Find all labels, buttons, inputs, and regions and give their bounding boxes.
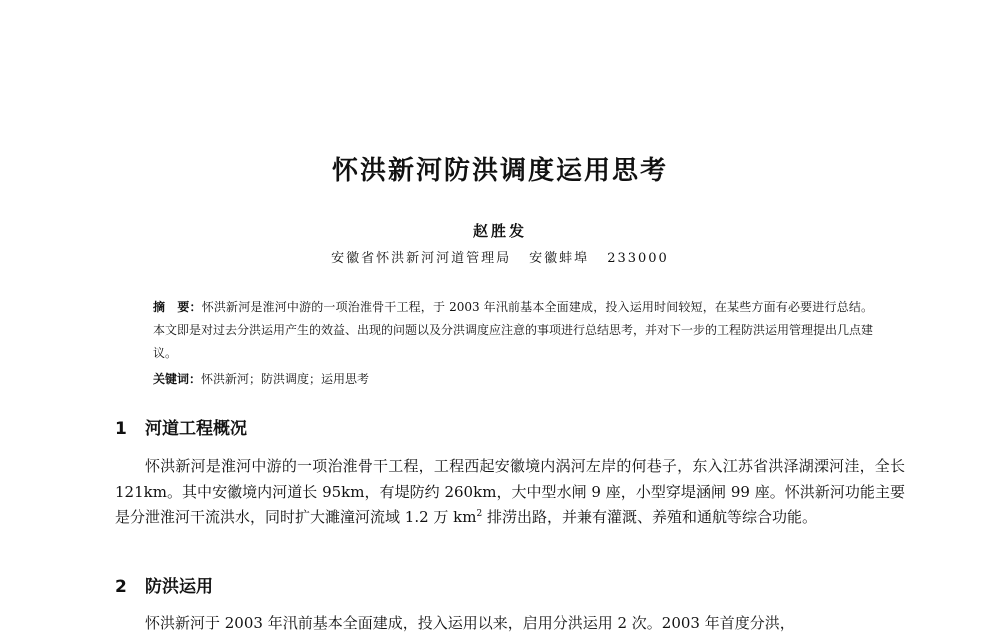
section-title: 河道工程概况 — [145, 419, 247, 439]
section-number: 2 — [115, 577, 127, 597]
affiliation-postcode: 233000 — [607, 251, 669, 266]
abstract — [153, 296, 873, 365]
paper-title: 怀洪新河防洪调度运用思考 — [331, 156, 668, 186]
abstract-label: 摘 要： — [153, 300, 202, 314]
section-paragraph — [115, 611, 905, 637]
paragraph-text: 怀洪新河于 2003 年汛前基本全面建成，投入运用以来，启用分洪运用 2 次。2003 年首度分洪， — [145, 614, 795, 632]
keywords-label: 关键词： — [153, 372, 202, 386]
affiliation-city: 安徽蚌埠 — [529, 251, 590, 266]
abstract-text: 怀洪新河是淮河中游的一项治淮骨干工程，于 2003 年汛前基本全面建成，投入运用时间较短，在某些方面有必要进行总结。本文即是对过去分洪运用产生的效益、出现的问题以及分洪调度应注意的事项进行总结思考，并对下一步的工程防洪运用管理提出几点建议。 — [153, 300, 874, 360]
section-heading — [115, 572, 213, 597]
section-heading — [115, 414, 247, 439]
keywords — [153, 370, 369, 387]
section-paragraph — [115, 454, 905, 531]
author-name: 赵胜发 — [472, 222, 527, 240]
section-title: 防洪运用 — [145, 577, 213, 597]
section-number: 1 — [115, 419, 127, 439]
paragraph-text: 怀洪新河是淮河中游的一项治淮骨干工程，工程西起安徽境内涡河左岸的何巷子，东入江苏省洪泽湖溧河洼，全长 121km。其中安徽境内河道长 95km，有堤防约 260km，大中型水闸 9 座，小型穿堤涵闸 99 座。怀洪新河功能主要是分泄淮河干流洪水，同时扩大濉潼河流域 1.2 万 km — [115, 457, 905, 526]
superscript: 2 — [476, 509, 483, 519]
affiliation-org: 安徽省怀洪新河河道管理局 — [331, 251, 512, 266]
paragraph-text: 排涝出路，并兼有灌溉、养殖和通航等综合功能。 — [482, 508, 817, 526]
affiliation — [0, 247, 1000, 266]
keywords-text: 怀洪新河；防洪调度；运用思考 — [201, 372, 370, 386]
